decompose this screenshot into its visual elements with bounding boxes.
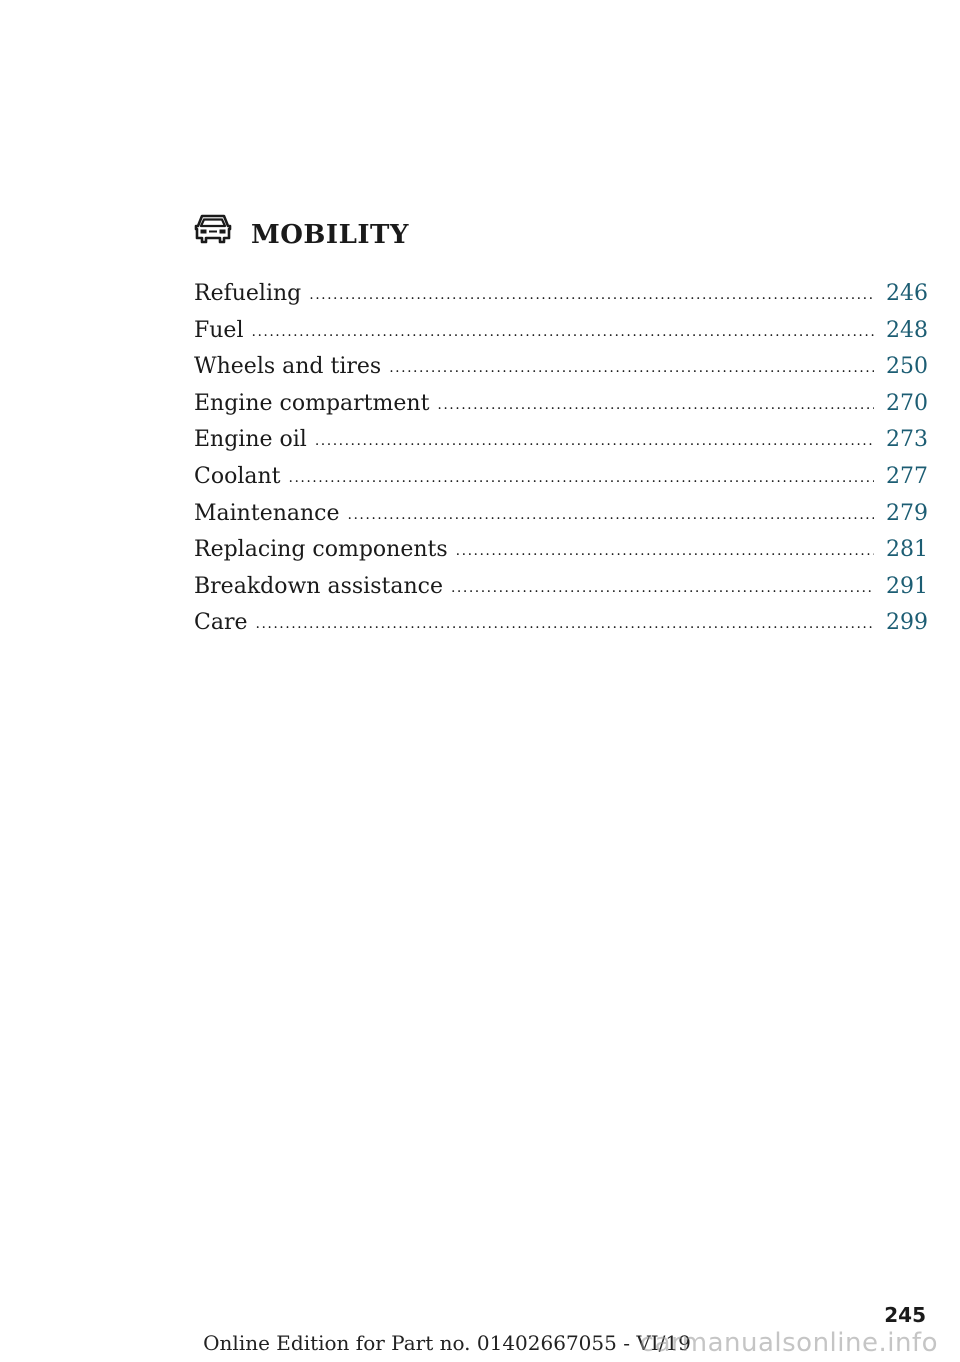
toc-page-link[interactable]: 250 (886, 354, 928, 380)
toc-page-link[interactable]: 270 (886, 390, 928, 416)
toc-entry-label: Engine oil (194, 427, 307, 453)
toc-page-link[interactable]: 291 (886, 573, 928, 599)
toc-page-link[interactable]: 273 (886, 427, 928, 453)
toc-entry-engine-compartment[interactable] (194, 386, 928, 423)
toc-page-link[interactable]: 277 (886, 463, 928, 489)
toc-entry-wheels-and-tires[interactable] (194, 349, 928, 386)
toc-entry-label: Refueling (194, 281, 302, 306)
footer-edition-text: Online Edition for Part no. 01402667055 - VI/19 (203, 1331, 691, 1355)
toc-page-link[interactable]: 279 (886, 500, 928, 526)
toc-page-link[interactable]: 299 (886, 610, 928, 636)
toc-entry-care[interactable] (194, 605, 928, 642)
car-front-icon (193, 212, 233, 246)
toc-entry-engine-oil[interactable] (194, 422, 928, 459)
dot-leader (456, 533, 874, 570)
dot-leader (315, 423, 874, 460)
dot-leader (309, 277, 874, 314)
dot-leader (451, 570, 874, 607)
toc-page-link[interactable]: 281 (886, 537, 928, 563)
toc-entry-breakdown-assistance[interactable] (194, 569, 928, 606)
toc-entry-maintenance[interactable] (194, 496, 928, 533)
toc-entry-label: Maintenance (194, 500, 340, 526)
dot-leader (348, 497, 874, 534)
toc-entry-replacing-components[interactable] (194, 532, 928, 569)
toc-entry-label: Engine compartment (194, 390, 430, 416)
toc-entry-label: Coolant (194, 463, 281, 489)
section-title: MOBILITY (251, 220, 409, 250)
toc-entry-refueling[interactable] (194, 276, 928, 313)
page-number: 245 (884, 1303, 926, 1327)
dot-leader (256, 606, 875, 643)
dot-leader (289, 460, 875, 497)
watermark: carmanualsonline.info (639, 1328, 938, 1358)
toc-page-link[interactable]: 248 (886, 317, 928, 343)
dot-leader (252, 314, 875, 351)
table-of-contents (194, 276, 928, 642)
toc-entry-label: Wheels and tires (194, 354, 382, 380)
dot-leader (437, 387, 874, 424)
toc-page-link[interactable]: 246 (886, 281, 928, 306)
dot-leader (389, 350, 874, 387)
toc-entry-label: Replacing components (194, 537, 448, 563)
section-header (193, 208, 409, 250)
toc-entry-coolant[interactable] (194, 459, 928, 496)
toc-entry-label: Breakdown assistance (194, 573, 443, 599)
toc-entry-fuel[interactable] (194, 313, 928, 350)
toc-entry-label: Care (194, 610, 248, 636)
toc-entry-label: Fuel (194, 317, 244, 343)
